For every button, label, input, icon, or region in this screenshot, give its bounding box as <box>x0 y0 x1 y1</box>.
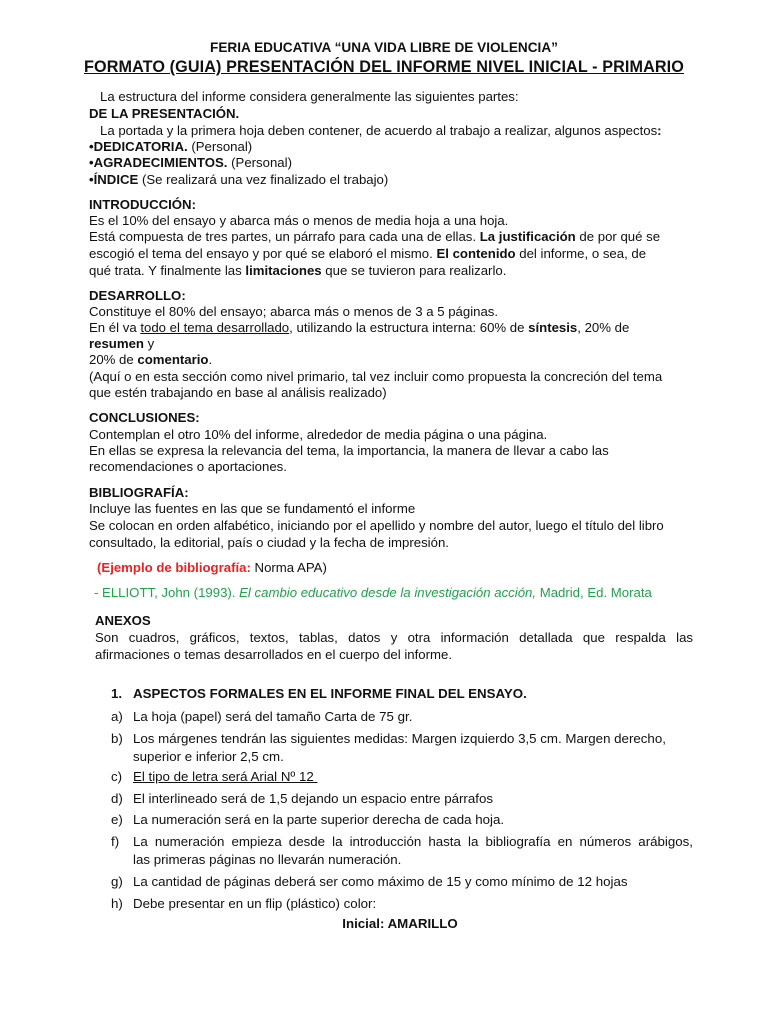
list-text: El interlineado será de 1,5 dejando un espacio entre párrafos <box>133 791 493 806</box>
list-text: La hoja (papel) será del tamaño Carta de 75 gr. <box>133 709 413 724</box>
bibliografia-example <box>97 559 327 576</box>
bullet-agradecimientos <box>89 154 292 171</box>
bibliografia-line-1: Incluye las fuentes en las que se fundamentó el informe <box>89 501 416 516</box>
bullet-text: (Personal) <box>227 155 292 170</box>
list-text: Debe presentar en un flip (plástico) color: <box>133 896 377 911</box>
bold-term: comentario <box>137 352 209 367</box>
desarrollo-line-5: (Aquí o en esta sección como nivel primario, tal vez incluir como propuesta la concreción del tema <box>89 369 663 384</box>
flip-color-inicial: Inicial: AMARILLO <box>342 916 458 931</box>
example-rest: Norma APA) <box>250 560 327 575</box>
text-run: escogió el tema del ensayo y por qué se elaboró el mismo. <box>89 246 437 261</box>
bullet-text: (Personal) <box>187 139 253 154</box>
bullet-label: •AGRADECIMIENTOS. <box>89 155 228 170</box>
introduccion-heading: INTRODUCCIÓN: <box>89 197 196 212</box>
presentacion-heading: DE LA PRESENTACIÓN. <box>89 106 240 121</box>
reference-publisher: Madrid, Ed. Morata <box>536 585 652 600</box>
desarrollo-line-1: Constituye el 80% del ensayo; abarca más o menos de 3 a 5 páginas. <box>89 304 499 319</box>
desarrollo-line-6: que estén trabajando en base al análisis realizado) <box>89 385 387 400</box>
list-text: las primeras páginas no llevarán numeración. <box>133 852 402 867</box>
text-run: . <box>208 352 213 367</box>
list-label: f) <box>111 834 120 849</box>
bullet-indice <box>89 171 388 188</box>
introduccion-line-1: Es el 10% del ensayo y abarca más o menos de media hoja a una hoja. <box>89 213 509 228</box>
conclusiones-line-3: recomendaciones o aportaciones. <box>89 459 287 474</box>
list-text: La numeración empieza desde la introducción hasta la bibliografía en números arábigos, <box>133 834 693 849</box>
bibliografia-heading: BIBLIOGRAFÍA: <box>89 485 189 500</box>
list-text: La cantidad de páginas deberá ser como máximo de 15 y como mínimo de 12 hojas <box>133 874 628 889</box>
presentacion-colon: : <box>657 123 662 138</box>
list-text: Los márgenes tendrán las siguientes medidas: Margen izquierdo 3,5 cm. Margen derecho, <box>133 731 666 746</box>
text-run: y <box>143 336 155 351</box>
text-run: que se tuvieron para realizarlo. <box>321 263 507 278</box>
introduccion-line-2 <box>89 228 660 245</box>
aspectos-heading: ASPECTOS FORMALES EN EL INFORME FINAL DEL ENSAYO. <box>133 686 527 701</box>
text-run: qué trata. Y finalmente las <box>89 263 246 278</box>
bold-term: síntesis <box>528 320 578 335</box>
list-text: El tipo de letra será Arial Nº 12 <box>133 769 318 784</box>
text-run: 20% de <box>89 352 138 367</box>
anexos-line-2: afirmaciones o temas desarrollados en el cuerpo del informe. <box>95 647 452 662</box>
desarrollo-line-2 <box>89 319 629 336</box>
bold-term: limitaciones <box>245 263 322 278</box>
text-run: , utilizando la estructura interna: 60% de <box>289 320 529 335</box>
text-run: del informe, o sea, de <box>515 246 647 261</box>
bullet-label: •ÍNDICE <box>89 172 139 187</box>
desarrollo-line-4 <box>89 351 212 368</box>
bold-term: La justificación <box>479 229 576 244</box>
text-run: En él va <box>89 320 141 335</box>
reference-author: - ELLIOTT, John (1993). <box>94 585 240 600</box>
intro-line: La estructura del informe considera generalmente las siguientes partes: <box>100 89 519 104</box>
list-label: c) <box>111 769 123 784</box>
presentacion-text-body: La portada y la primera hoja deben contener, de acuerdo al trabajo a realizar, algunos aspectos <box>100 123 658 138</box>
desarrollo-heading: DESARROLLO: <box>89 288 186 303</box>
text-run: , 20% de <box>577 320 630 335</box>
example-label: (Ejemplo de bibliografía: <box>97 560 251 575</box>
list-label: g) <box>111 874 123 889</box>
bibliografia-reference <box>94 584 652 601</box>
list-text: superior e inferior 2,5 cm. <box>133 749 284 764</box>
desarrollo-line-3 <box>89 335 154 352</box>
text-run: de por qué se <box>575 229 661 244</box>
list-label: a) <box>111 709 123 724</box>
introduccion-line-3 <box>89 245 646 262</box>
bullet-label: •DEDICATORIA. <box>89 139 188 154</box>
bibliografia-line-3: consultado, la editorial, país o ciudad y la fecha de impresión. <box>89 535 449 550</box>
conclusiones-line-1: Contemplan el otro 10% del informe, alrededor de media página o una página. <box>89 427 548 442</box>
bold-term: resumen <box>89 336 144 351</box>
list-label: b) <box>111 731 123 746</box>
anexos-line-1: Son cuadros, gráficos, textos, tablas, datos y otra información detallada que respalda las <box>95 630 693 645</box>
underlined-term: todo el tema desarrollado <box>140 320 290 335</box>
list-label: d) <box>111 791 123 806</box>
list-label: h) <box>111 896 123 911</box>
document-title: FORMATO (GUIA) PRESENTACIÓN DEL INFORME NIVEL INICIAL - PRIMARIO <box>84 58 684 76</box>
list-label: e) <box>111 812 123 827</box>
header-line-1: FERIA EDUCATIVA “UNA VIDA LIBRE DE VIOLENCIA” <box>210 40 558 55</box>
conclusiones-heading: CONCLUSIONES: <box>89 410 200 425</box>
reference-title: El cambio educativo desde la investigación acción, <box>239 585 537 600</box>
bibliografia-line-2: Se colocan en orden alfabético, iniciando por el apellido y nombre del autor, luego el título del libro <box>89 518 664 533</box>
bullet-dedicatoria <box>89 138 252 155</box>
bullet-text: (Se realizará una vez finalizado el trabajo) <box>138 172 389 187</box>
list-text: La numeración será en la parte superior derecha de cada hoja. <box>133 812 505 827</box>
introduccion-line-4 <box>89 262 506 279</box>
text-run: Está compuesta de tres partes, un párrafo para cada una de ellas. <box>89 229 480 244</box>
anexos-heading: ANEXOS <box>95 613 151 628</box>
section-number: 1. <box>111 686 123 701</box>
bold-term: El contenido <box>436 246 516 261</box>
conclusiones-line-2: En ellas se expresa la relevancia del tema, la importancia, la manera de llevar a cabo las <box>89 443 609 458</box>
presentacion-text <box>100 122 662 139</box>
